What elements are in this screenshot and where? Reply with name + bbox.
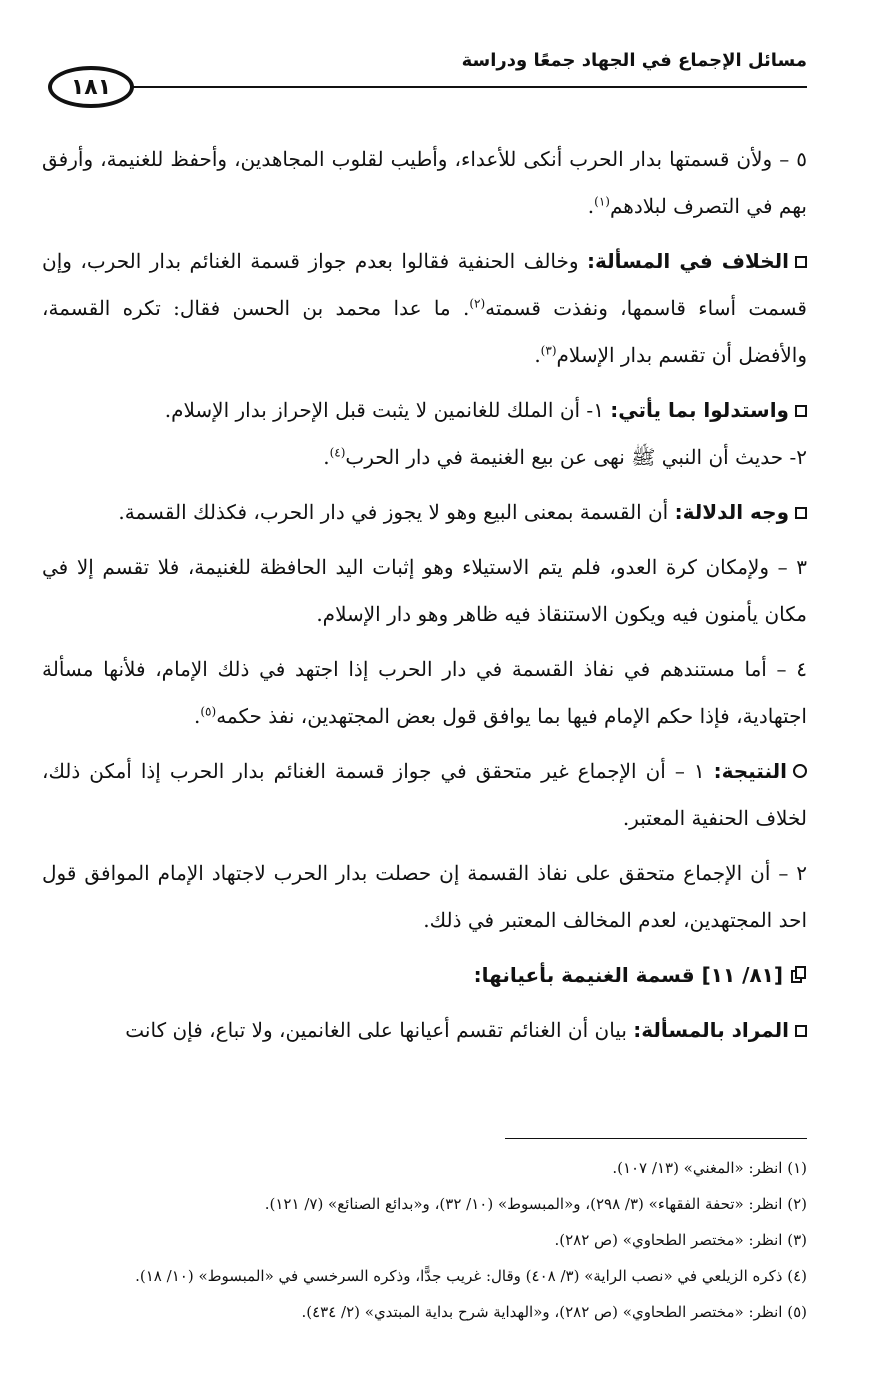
label-disagreement: الخلاف في المسألة:: [587, 249, 789, 273]
page-number-badge: [48, 66, 134, 108]
footnote-3: (٣) انظر: «مختصر الطحاوي» (ص ٢٨٢).: [554, 1231, 807, 1249]
document-stack-icon: [791, 966, 807, 984]
page-number: ١٨١: [70, 74, 112, 100]
footnote-4: (٤) ذكره الزيلعي في «نصب الراية» (٣/ ٤٠٨) وقال: غريب جدًّا، وذكره السرخسي في «المبسوط» (١٠/ ١٨).: [135, 1267, 807, 1285]
square-bullet-icon: [795, 1025, 807, 1037]
paragraph-disagreement: الخلاف في المسألة: وخالف الحنفية فقالوا بعدم جواز قسمة الغنائم بدار الحرب، وإن قسمت أساء قاسمها، ونفذت قسمته$^{(٢)}$. ما عدا محمد بن الحسن فقال: تكره القسمة، والأفضل أن تقسم بدار الإسلام$^{(٣)}$.: [42, 249, 807, 367]
paragraph-hadith: ٢- حديث أن النبي ﷺ نهى عن بيع الغنيمة في دار الحرب$^{(٤)}$.: [323, 445, 807, 469]
label-evidence: واستدلوا بما يأتي:: [610, 398, 789, 422]
paragraph-result: النتيجة: ١ – أن الإجماع غير متحقق في جواز قسمة الغنائم بدار الحرب إذا أمكن ذلك، لخلاف الحنفية المعتبر.: [42, 759, 807, 830]
footnote-5: (٥) انظر: «مختصر الطحاوي» (ص ٢٨٢)، و«الهداية شرح بداية المبتدي» (٢/ ٤٣٤).: [301, 1303, 807, 1321]
square-bullet-icon: [795, 405, 807, 417]
section-heading: [42, 952, 807, 999]
paragraph-3: ٣ – ولإمكان كرة العدو، فلم يتم الاستيلاء وهو إثبات اليد الحافظة للغنيمة، فلا تقسم إلا في مكان يأمنون فيه ويكون الاستنقاذ فيه ظاهر وهو دار الإسلام.: [42, 555, 807, 626]
square-bullet-icon: [795, 507, 807, 519]
footnote-ref-4[interactable]: (٤): [329, 445, 346, 460]
footnote-divider: [505, 1138, 807, 1139]
label-indication: وجه الدلالة:: [674, 500, 789, 524]
header-rule: [120, 86, 807, 88]
label-meaning: المراد بالمسألة:: [633, 1018, 789, 1042]
footnote-ref-3[interactable]: (٣): [540, 343, 557, 358]
footnote-ref-2[interactable]: (٢): [469, 296, 486, 311]
footnote-ref-5[interactable]: (٥): [200, 704, 217, 719]
paragraph-result-2: ٢ – أن الإجماع متحقق على نفاذ القسمة إن حصلت بدار الحرب لاجتهاد الإمام الموافق قول احد المجتهدين، لعدم المخالف المعتبر في ذلك.: [42, 861, 807, 932]
footnote-1: (١) انظر: «المغني» (١٣/ ١٠٧).: [612, 1159, 807, 1177]
section-number: [٨١/ ١١]: [701, 963, 783, 987]
paragraph-meaning: المراد بالمسألة: بيان أن الغنائم تقسم أعيانها على الغانمين، ولا تباع، فإن كانت: [42, 1007, 807, 1054]
paragraph-indication: وجه الدلالة: أن القسمة بمعنى البيع وهو لا يجوز في دار الحرب، فكذلك القسمة.: [42, 489, 807, 536]
paragraph-evidence: واستدلوا بما يأتي: ١- أن الملك للغانمين لا يثبت قبل الإحراز بدار الإسلام.: [42, 387, 807, 434]
paragraph-1: ٥ – ولأن قسمتها بدار الحرب أنكى للأعداء، وأطيب لقلوب المجاهدين، وأحفظ للغنيمة، وأرفق بهم في التصرف لبلادهم$^{(١)}$.: [42, 147, 807, 218]
footnotes: [42, 1150, 807, 1330]
footnote-ref-1[interactable]: (١): [594, 194, 610, 209]
main-text: [42, 136, 807, 1062]
circle-bullet-icon: [793, 764, 807, 778]
label-result: النتيجة:: [713, 759, 787, 783]
square-bullet-icon: [795, 256, 807, 268]
section-title: قسمة الغنيمة بأعيانها:: [473, 963, 702, 987]
paragraph-4: ٤ – أما مستندهم في نفاذ القسمة في دار الحرب إذا اجتهد في ذلك الإمام، فلأنها مسألة اجتهادية، فإذا حكم الإمام فيها بما يوافق قول بعض المجتهدين، نفذ حكمه$^{(٥)}$.: [42, 657, 807, 728]
footnote-2: (٢) انظر: «تحفة الفقهاء» (٣/ ٢٩٨)، و«المبسوط» (١٠/ ٣٢)، و«بدائع الصنائع» (٧/ ١٢١).: [264, 1195, 807, 1213]
running-header-title: مسائل الإجماع في الجهاد جمعًا ودراسة: [461, 50, 807, 71]
